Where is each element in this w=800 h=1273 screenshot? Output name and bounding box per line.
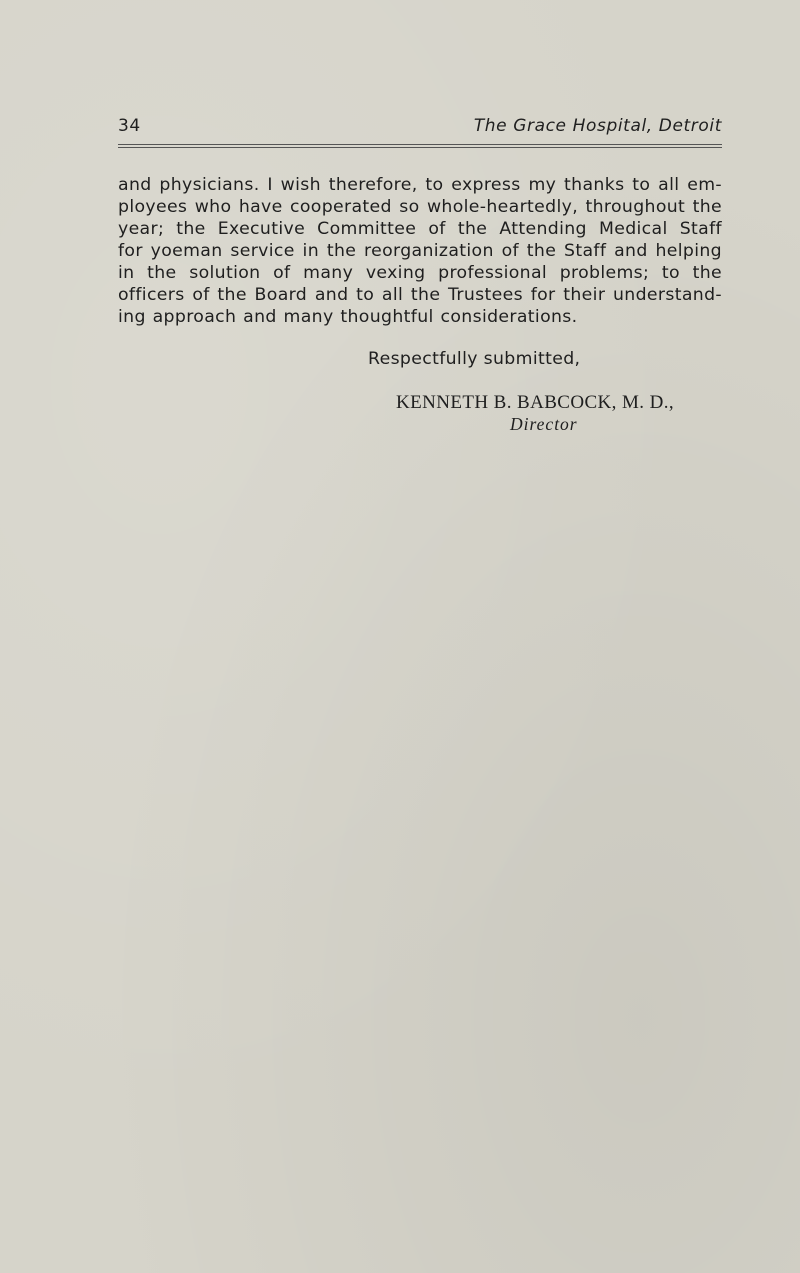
running-head <box>118 116 722 140</box>
body-line: ployees who have cooperated so whole-heartedly, throughout the <box>118 197 722 217</box>
running-title: The Grace Hospital, Detroit <box>473 116 722 136</box>
signature-name: KENNETH B. BABCOCK, M. D., <box>396 392 674 413</box>
signature-title: Director <box>510 414 578 434</box>
body-line: year; the Executive Committee of the Attending Medical Staff <box>118 219 722 239</box>
body-line: and physicians. I wish therefore, to express my thanks to all em- <box>118 175 722 195</box>
body-line: for yoeman service in the reorganization of the Staff and helping <box>118 241 722 261</box>
body-line: in the solution of many vexing professional problems; to the <box>118 263 722 283</box>
page-number: 34 <box>118 116 141 136</box>
body-paragraph <box>118 174 722 328</box>
header-double-rule <box>118 144 722 148</box>
closing-salutation: Respectfully submitted, <box>368 349 581 369</box>
body-line: officers of the Board and to all the Trustees for their understand- <box>118 285 722 305</box>
body-line: ing approach and many thoughtful considerations. <box>118 307 578 327</box>
